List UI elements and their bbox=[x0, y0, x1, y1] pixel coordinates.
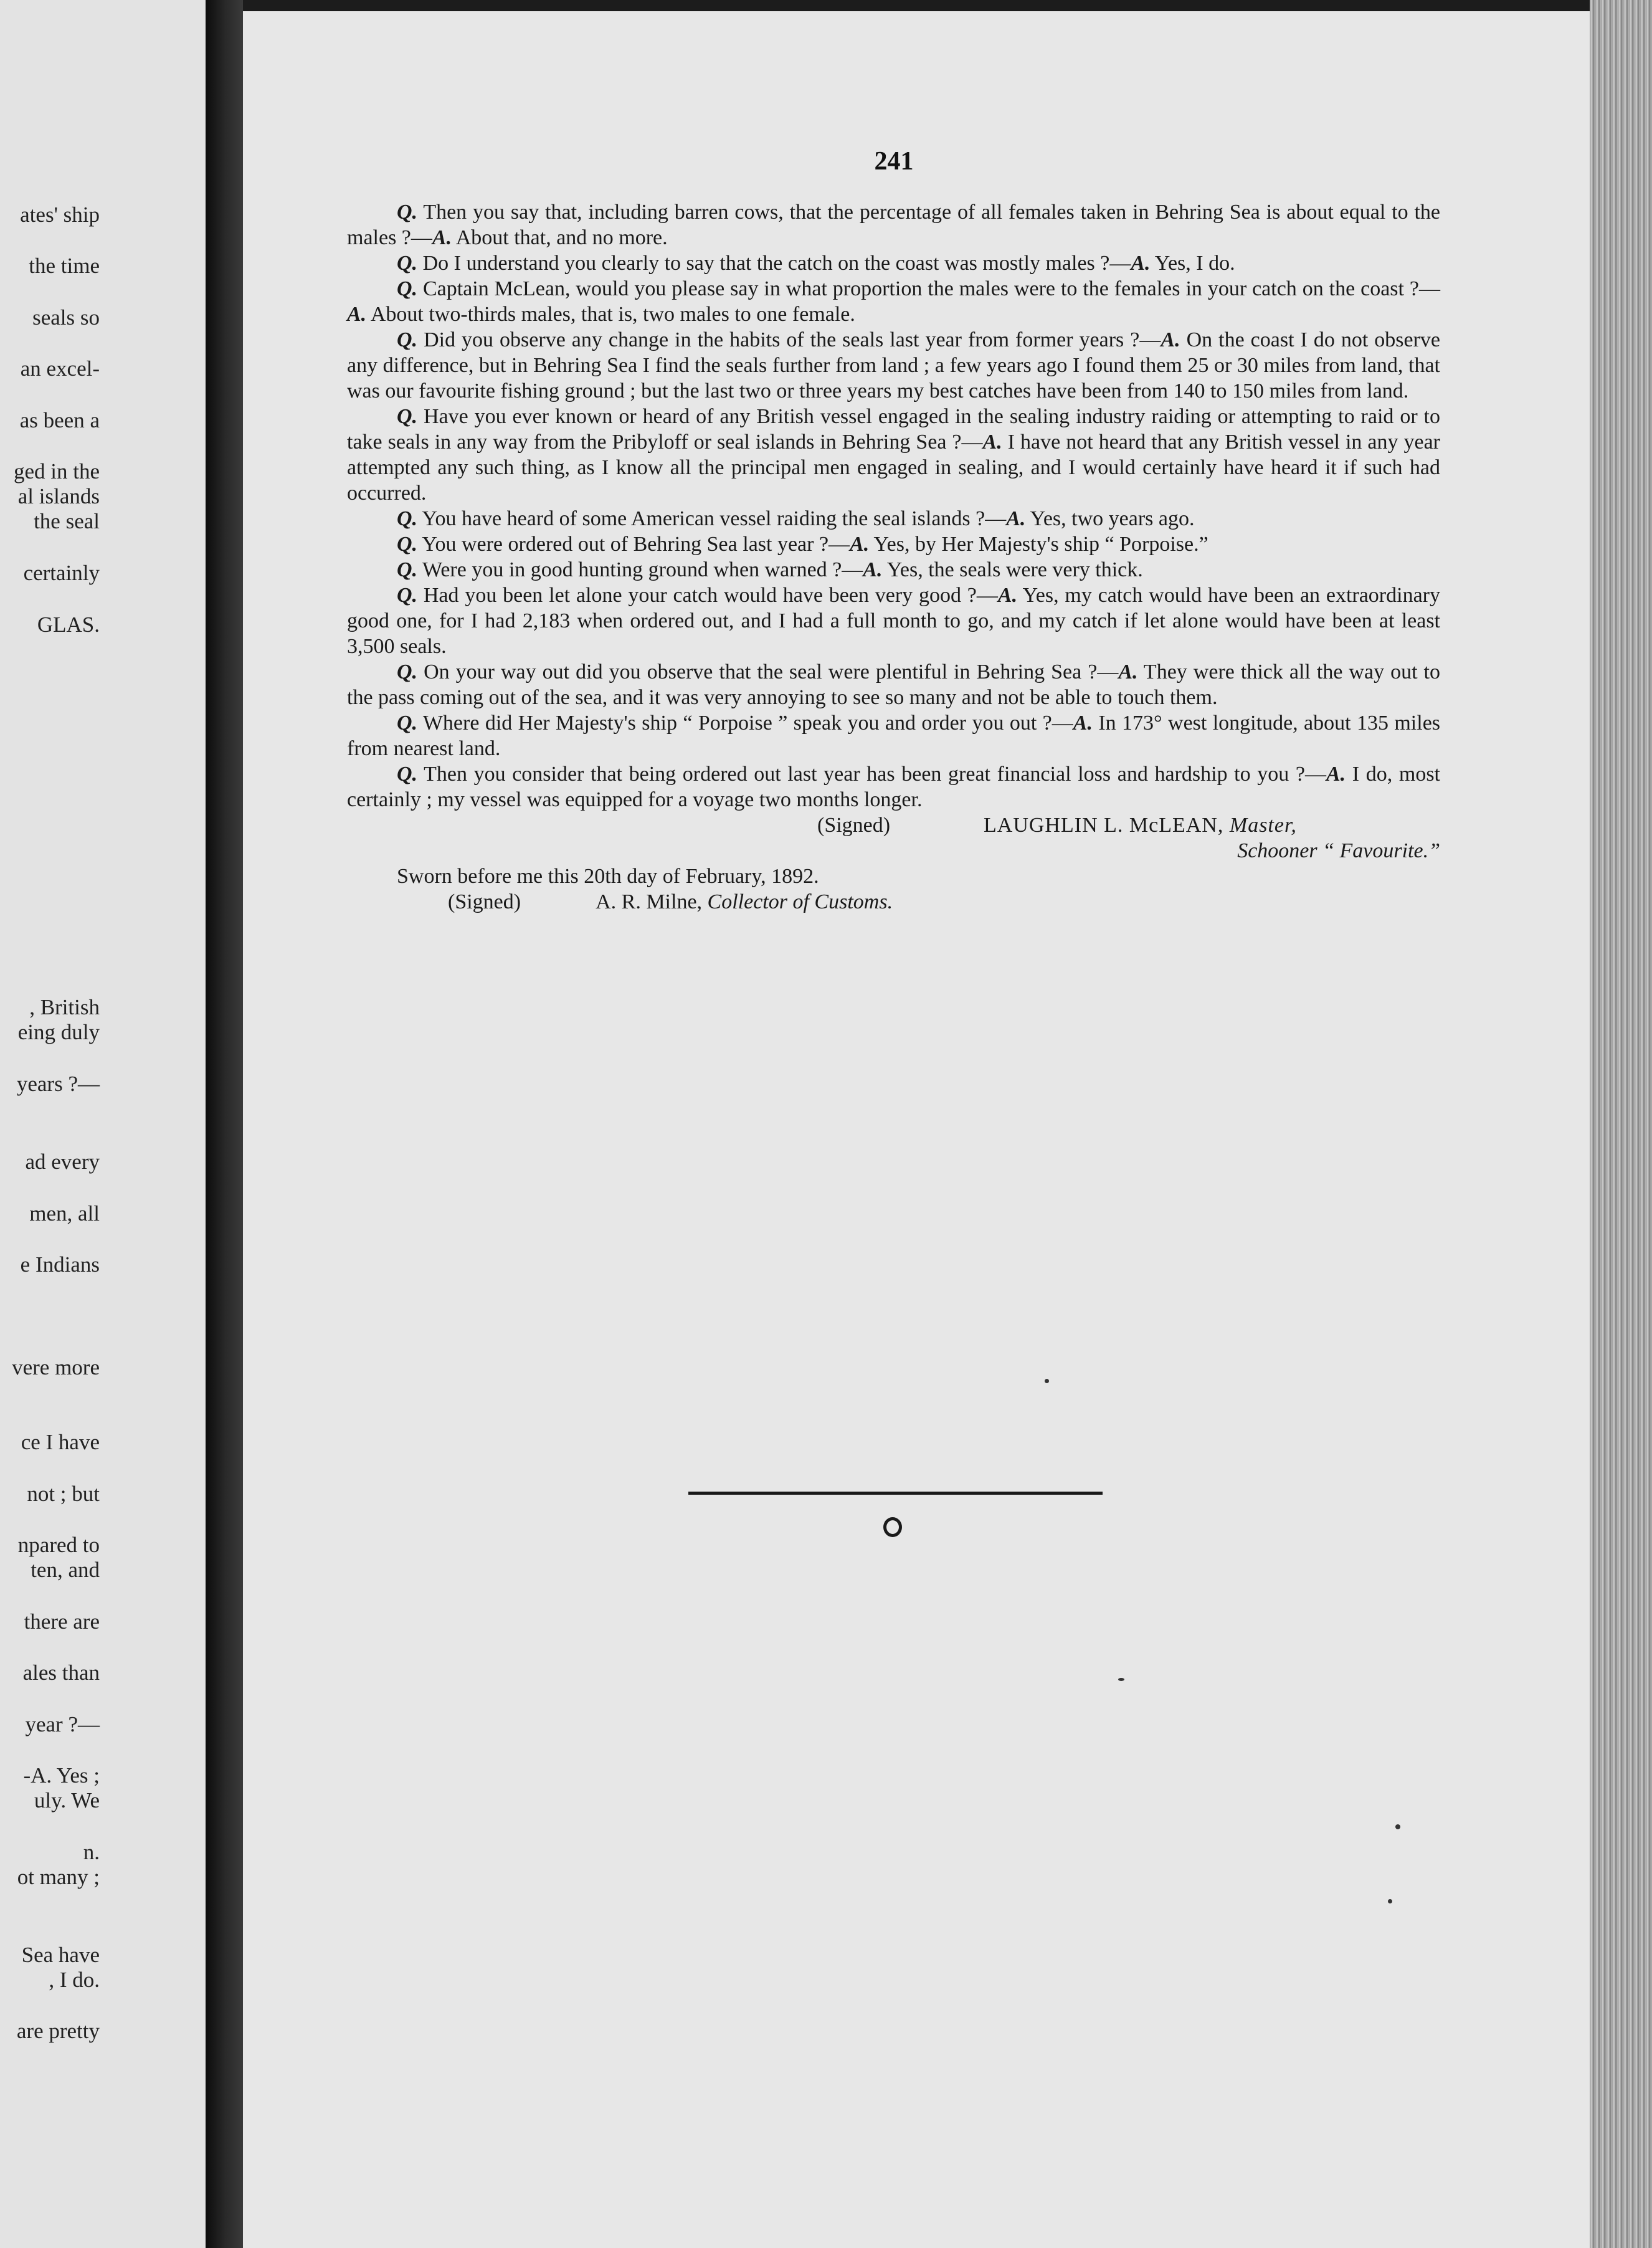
question-text: You were ordered out of Behring Sea last year ?— bbox=[422, 533, 850, 556]
paper-speck bbox=[1395, 1824, 1400, 1829]
facing-page-fragment-line: , British bbox=[29, 995, 100, 1019]
answer-text: Yes, the seals were very thick. bbox=[886, 558, 1143, 581]
paper-speck bbox=[1118, 1678, 1124, 1681]
qa-paragraph bbox=[347, 506, 1440, 531]
answer-label: A. bbox=[1073, 712, 1093, 735]
facing-page-fragment-line: men, all bbox=[29, 1201, 100, 1226]
signer-line bbox=[984, 812, 1297, 838]
facing-page-fragment-line: npared to bbox=[17, 1533, 100, 1557]
answer-label: A. bbox=[850, 533, 870, 556]
question-label: Q. bbox=[397, 558, 418, 581]
facing-page-fragment-line: -A. Yes ; bbox=[23, 1763, 100, 1788]
facing-page-fragment-line: seals so bbox=[32, 305, 100, 330]
answer-text: They were thick all the way out to the pass coming out of the sea, and it was very annoying to see so many and not be able to touch them. bbox=[347, 660, 1441, 709]
sworn-statement: Sworn before me this 20th day of February, 1892. bbox=[397, 865, 819, 888]
question-text: Had you been let alone your catch would have been very good ?— bbox=[423, 584, 998, 607]
facing-page-fragment-line: eing duly bbox=[17, 1020, 100, 1044]
facing-page-fragment-line: certainly bbox=[23, 561, 100, 585]
witness-line bbox=[347, 889, 1440, 915]
facing-page-fragment-line: are pretty bbox=[16, 2019, 100, 2043]
facing-page-fragment-line: , I do. bbox=[49, 1968, 100, 1992]
qa-paragraph bbox=[347, 327, 1440, 404]
facing-page-fragment-line: ates' ship bbox=[20, 202, 100, 227]
facing-page-fragment-line: ten, and bbox=[31, 1558, 100, 1582]
facing-page-fragment-line: ad every bbox=[25, 1150, 100, 1174]
answer-text: I have not heard that any British vessel in any year attempted any such thing, as I know all the principal men engaged in sealing, and I would certainly have heard it if such had occurred. bbox=[347, 431, 1441, 505]
answer-text: In 173° west longitude, about 135 miles from nearest land. bbox=[347, 712, 1441, 760]
signed-label: (Signed) bbox=[817, 814, 891, 837]
facing-page-fragment-line: year ?— bbox=[25, 1712, 100, 1736]
page-edge bbox=[1590, 0, 1652, 2248]
end-ornament-icon bbox=[883, 1517, 902, 1537]
facing-page-fragment-line: vere more bbox=[12, 1355, 100, 1379]
facing-page-fragment-line: years ?— bbox=[16, 1072, 100, 1096]
qa-paragraph bbox=[347, 583, 1440, 659]
end-rule bbox=[688, 1492, 1103, 1495]
facing-page-fragment-line: an excel- bbox=[20, 356, 100, 381]
answer-text: Yes, by Her Majesty's ship “ Porpoise.” bbox=[873, 533, 1208, 556]
signer-name: LAUGHLIN L. McLEAN, bbox=[984, 814, 1224, 837]
qa-paragraph bbox=[347, 404, 1440, 506]
question-label: Q. bbox=[397, 252, 418, 275]
question-text: Were you in good hunting ground when warned ?— bbox=[422, 558, 863, 581]
answer-label: A. bbox=[863, 558, 883, 581]
question-label: Q. bbox=[397, 712, 418, 735]
question-text: Do I understand you clearly to say that the catch on the coast was mostly males ?— bbox=[422, 252, 1131, 275]
question-text: Captain McLean, would you please say in what proportion the males were to the females in your catch on the coast ?— bbox=[423, 277, 1441, 300]
question-text: Then you consider that being ordered out last year has been great financial loss and hardship to you ?— bbox=[424, 763, 1326, 786]
answer-text: Yes, two years ago. bbox=[1030, 507, 1195, 530]
qa-paragraph bbox=[347, 531, 1440, 557]
answer-label: A. bbox=[432, 226, 452, 249]
question-label: Q. bbox=[397, 405, 418, 428]
answer-label: A. bbox=[997, 584, 1018, 607]
book-spine bbox=[206, 0, 243, 2248]
answer-text: Yes, I do. bbox=[1154, 252, 1235, 275]
question-label: Q. bbox=[397, 584, 418, 607]
qa-paragraph bbox=[347, 659, 1440, 710]
question-label: Q. bbox=[397, 533, 418, 556]
page-number: 241 bbox=[874, 147, 914, 176]
facing-page-fragment bbox=[0, 0, 206, 2248]
signer-title: Master, bbox=[1229, 814, 1297, 837]
facing-page-fragment-line: ged in the bbox=[13, 459, 100, 483]
facing-page-fragment-line: the seal bbox=[34, 509, 100, 533]
answer-text: I do, most certainly ; my vessel was equipped for a voyage two months longer. bbox=[347, 763, 1441, 811]
facing-page-text-fragments bbox=[0, 0, 206, 2248]
vessel-name: Schooner “ Favourite.” bbox=[1237, 839, 1440, 862]
facing-page-fragment-line: there are bbox=[24, 1609, 100, 1634]
question-label: Q. bbox=[397, 660, 418, 683]
answer-label: A. bbox=[1118, 660, 1138, 683]
facing-page-fragment-line: uly. We bbox=[34, 1788, 100, 1812]
qa-paragraph bbox=[347, 250, 1440, 276]
facing-page-fragment-line: ce I have bbox=[21, 1430, 100, 1454]
answer-label: A. bbox=[1161, 328, 1180, 351]
paper-speck bbox=[1388, 1899, 1392, 1903]
facing-page-fragment-line: ot many ; bbox=[17, 1865, 100, 1889]
question-text: You have heard of some American vessel raiding the seal islands ?— bbox=[422, 507, 1007, 530]
question-text: On your way out did you observe that the seal were plentiful in Behring Sea ?— bbox=[424, 660, 1119, 683]
question-text: Did you observe any change in the habits of the seals last year from former years ?— bbox=[424, 328, 1161, 351]
qa-paragraph bbox=[347, 199, 1440, 250]
qa-paragraph bbox=[347, 710, 1440, 761]
witness-title: Collector of Customs. bbox=[707, 890, 893, 913]
answer-label: A. bbox=[1131, 252, 1151, 275]
answer-text: Yes, my catch would have been an extraordinary good one, for I had 2,183 when ordered out, and I had a full month to go, and my catch if let alone would have been at least 3,500 seals. bbox=[347, 584, 1440, 658]
question-text: Have you ever known or heard of any British vessel engaged in the sealing industry raiding or attempting to raid or to take seals in any way from the Pribyloff or seal islands in Behring Sea ?— bbox=[347, 405, 1440, 454]
answer-label: A. bbox=[1326, 763, 1346, 786]
witness-signed-label: (Signed) bbox=[448, 890, 521, 913]
facing-page-fragment-line: Sea have bbox=[21, 1943, 100, 1967]
witness-name: A. R. Milne, bbox=[596, 890, 703, 913]
facing-page-fragment-line: as been a bbox=[19, 408, 100, 432]
qa-paragraphs bbox=[347, 199, 1440, 812]
answer-label: A. bbox=[982, 431, 1002, 454]
question-label: Q. bbox=[397, 277, 418, 300]
facing-page-fragment-line: al islands bbox=[17, 484, 100, 508]
qa-paragraph bbox=[347, 761, 1440, 812]
answer-label: A. bbox=[347, 303, 367, 326]
answer-text: On the coast I do not observe any difference, but in Behring Sea I find the seals further from land ; a few years ago I found them 25 or 30 miles from land, that was our favourite fishing ground ; but the last two or three years my best catches have been from 140 to 150 miles from land. bbox=[347, 328, 1441, 402]
qa-paragraph bbox=[347, 276, 1440, 327]
signature-block bbox=[347, 812, 1440, 864]
facing-page-fragment-line: e Indians bbox=[20, 1252, 100, 1277]
question-label: Q. bbox=[397, 763, 418, 786]
facing-page-fragment-line: GLAS. bbox=[37, 612, 100, 637]
testimony-text-block bbox=[347, 199, 1440, 915]
facing-page-fragment-line: n. bbox=[83, 1840, 100, 1864]
facing-page-fragment-line: ales than bbox=[22, 1660, 100, 1685]
answer-text: About that, and no more. bbox=[455, 226, 668, 249]
question-text: Where did Her Majesty's ship “ Porpoise ” speak you and order you out ?— bbox=[422, 712, 1073, 735]
question-label: Q. bbox=[397, 328, 418, 351]
facing-page-fragment-line: not ; but bbox=[27, 1482, 100, 1506]
answer-label: A. bbox=[1006, 507, 1026, 530]
paper-speck bbox=[1045, 1379, 1049, 1383]
question-text: Then you say that, including barren cows, that the percentage of all females taken in Behring Sea is about equal to the males ?— bbox=[347, 201, 1440, 249]
question-label: Q. bbox=[397, 507, 418, 530]
answer-text: About two-thirds males, that is, two males to one female. bbox=[370, 303, 855, 326]
facing-page-fragment-line: the time bbox=[29, 254, 100, 278]
qa-paragraph bbox=[347, 557, 1440, 583]
question-label: Q. bbox=[397, 201, 418, 224]
